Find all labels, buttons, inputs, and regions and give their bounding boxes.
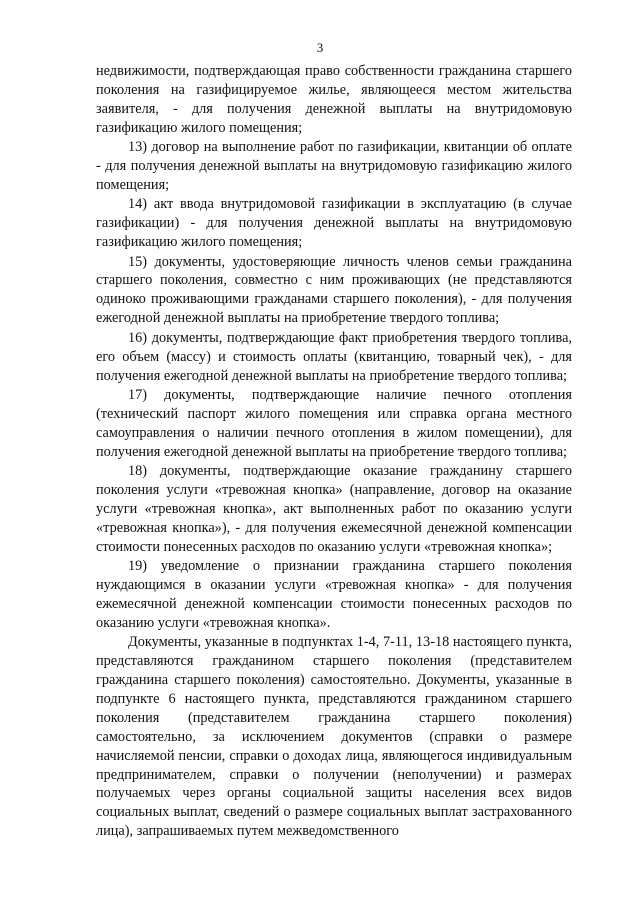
- document-body: [96, 62, 572, 842]
- paragraph-item-13: 13) договор на выполнение работ по газификации, квитанции об оплате - для получения денежной выплаты на внутридомовую газификацию жилого помещения;: [96, 139, 572, 193]
- paragraph-item-17: 17) документы, подтверждающие наличие печного отопления (технический паспорт жилого помещения или справка органа местного самоуправления о наличии печного отопления в жилом помещении), для получения ежегодной денежной выплаты на приобретение твердого топлива;: [96, 386, 572, 460]
- paragraph-item-15: 15) документы, удостоверяющие личность членов семьи гражданина старшего поколения, совместно с ним проживающих (не представляются одиноко проживающими гражданами старшего поколения), - для получения ежегодной денежной выплаты на приобретение твердого топлива;: [96, 253, 572, 327]
- paragraph-item-12-continuation: недвижимости, подтверждающая право собственности гражданина старшего поколения на газифицируемое жилье, являющееся местом жительства заявителя, - для получения денежной выплаты на внутридомовую газификацию жилого помещения;: [96, 63, 572, 136]
- paragraph-item-16: 16) документы, подтверждающие факт приобретения твердого топлива, его объем (массу) и стоимость оплаты (квитанцию, товарный чек), - для получения ежегодной денежной выплаты на приобретение твердого топлива;: [96, 329, 572, 384]
- paragraph-item-18: 18) документы, подтверждающие оказание гражданину старшего поколения услуги «тревожная кнопка» (направление, договор на оказание услуги «тревожная кнопка», акт выполненных работ по оказанию услуги «тревожная кнопка»), - для получения ежемесячной денежной компенсации стоимости понесенных расходов по оказанию услуги «тревожная кнопка»;: [96, 463, 572, 555]
- page-number: 3: [316, 40, 324, 55]
- paragraph-item-19: 19) уведомление о признании гражданина старшего поколения нуждающимся в оказании услуги «тревожная кнопка» - для получения ежемесячной денежной компенсации стоимости понесенных расходов по оказанию услуги «тревожная кнопка».: [96, 558, 572, 631]
- paragraph-documents-note: Документы, указанные в подпунктах 1-4, 7-11, 13-18 настоящего пункта, представляются гражданином старшего поколения (представителем гражданина старшего поколения) самостоятельно. Документы, указанные в подпункте 6 настоящего пункта, представляются гражданином старшего поколения (представителем гражданина старшего поколения) самостоятельно, за исключением документов (справки о размере начисляемой пенсии, справки о доходах лица, являющегося индивидуальным предпринимателем, справки о получении (неполучении) и размерах получаемых через органы социальной защиты населения всех видов социальных выплат, сведений о размере социальных выплат застрахованного лица), запрашиваемых путем межведомственного: [96, 634, 572, 840]
- paragraph-item-14: 14) акт ввода внутридомовой газификации в эксплуатацию (в случае газификации) - для получения денежной выплаты на внутридомовую газификацию жилого помещения;: [96, 196, 572, 251]
